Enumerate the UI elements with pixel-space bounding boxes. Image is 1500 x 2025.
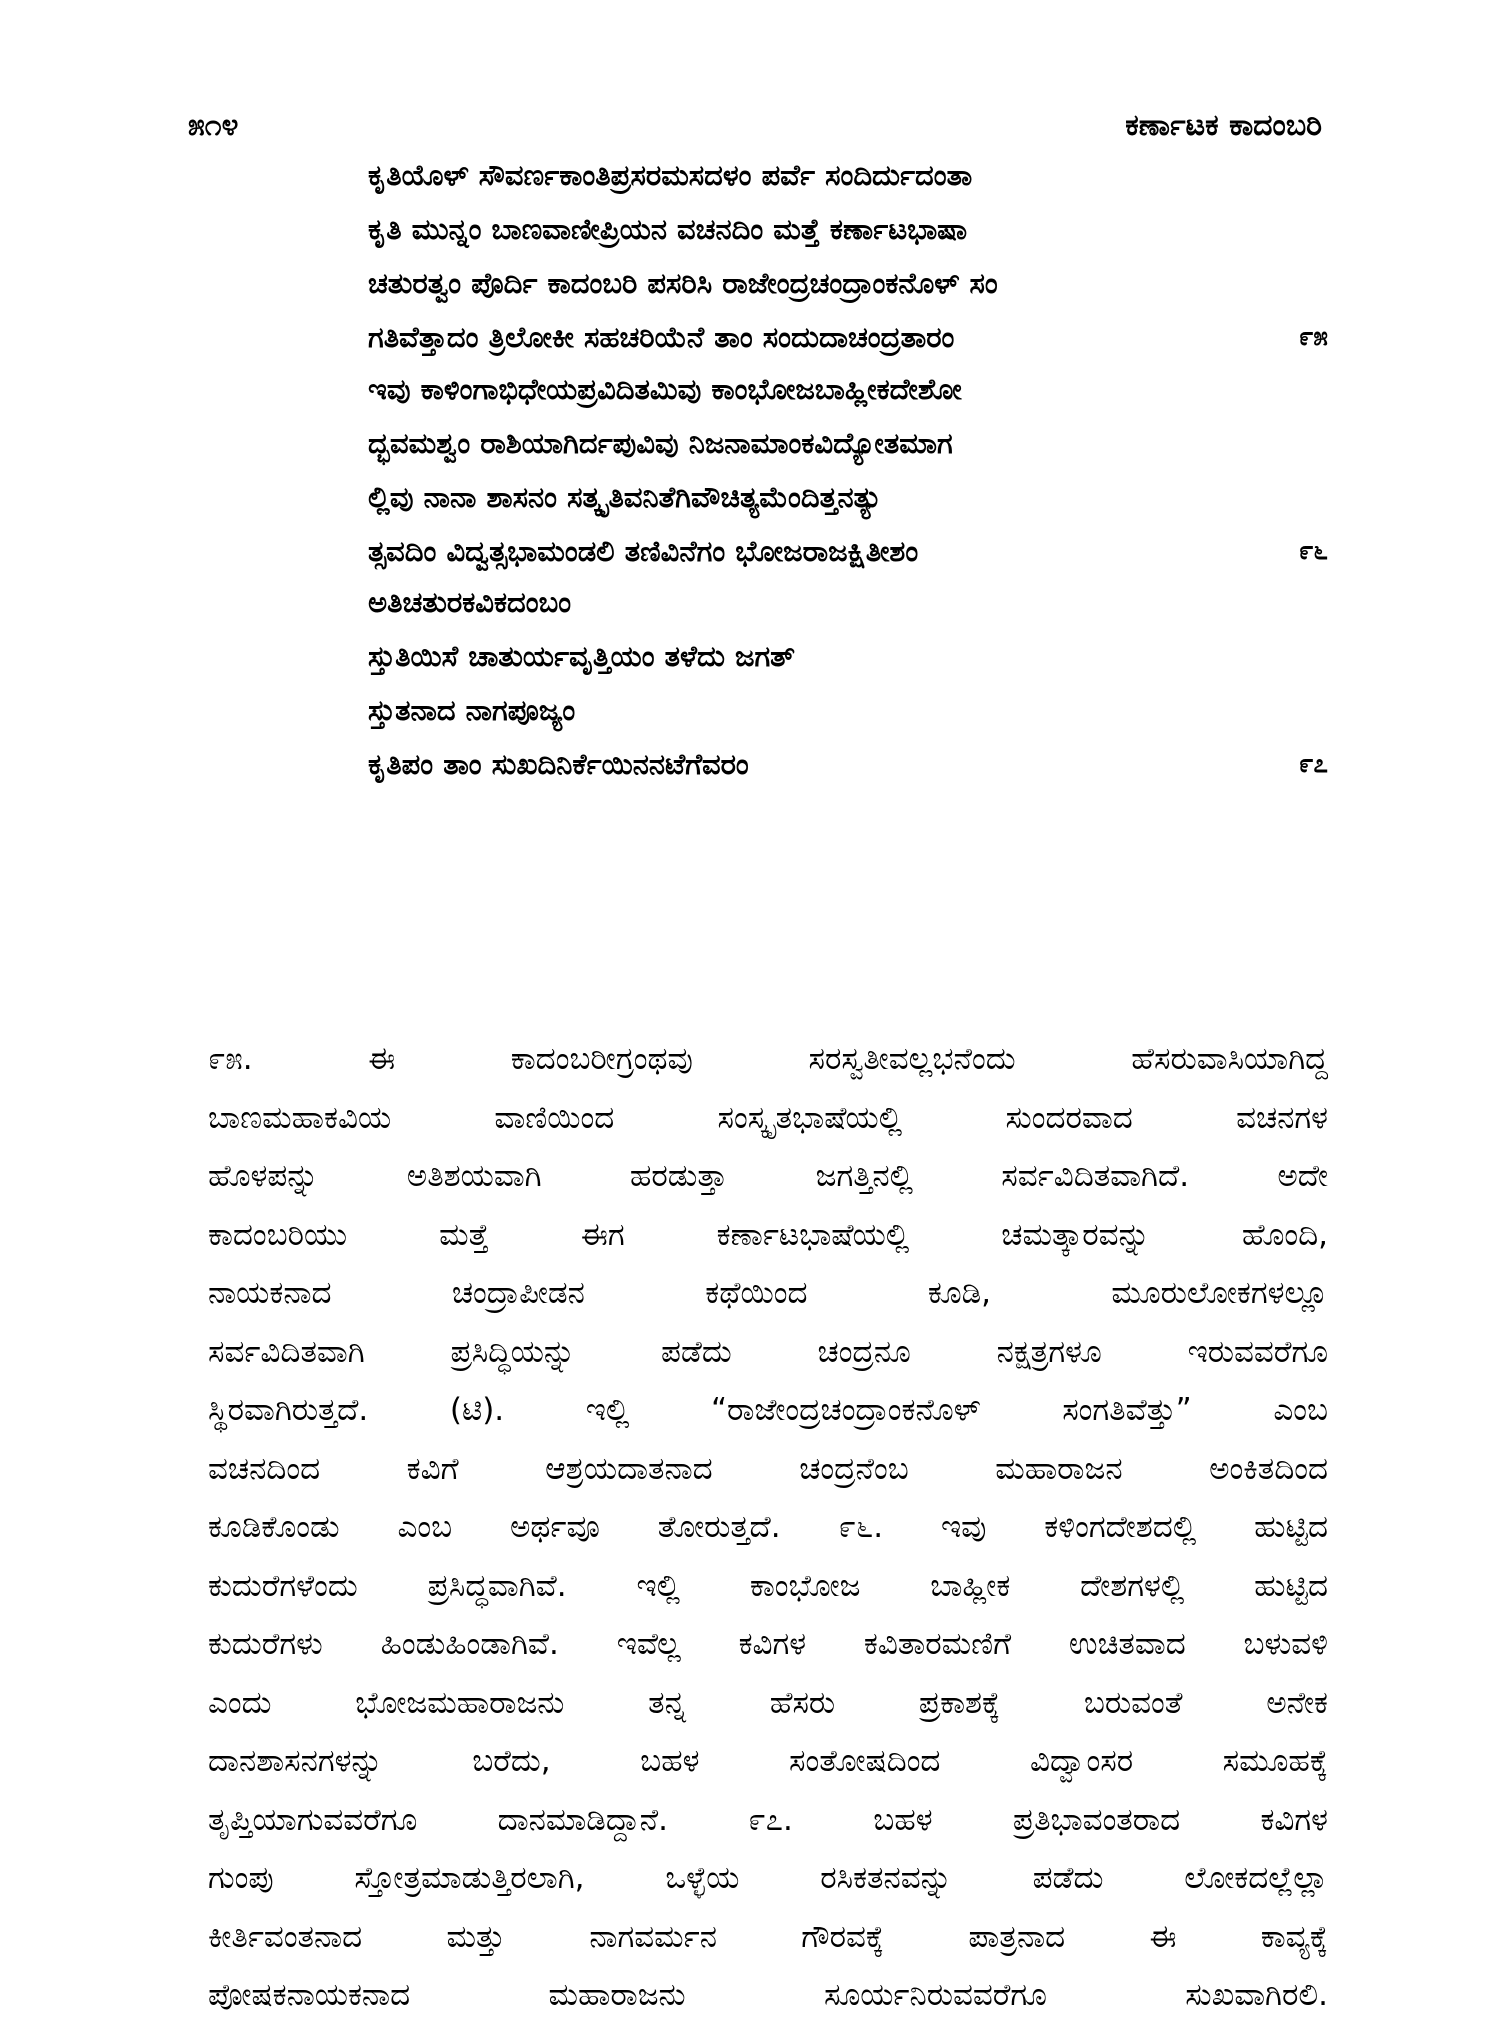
commentary-line: ದಾನಶಾಸನಗಳನ್ನು ಬರೆದು, ಬಹಳ ಸಂತೋಷದಿಂದ ವಿದ್ವಾಂಸರ ಸಮೂಹಕ್ಕೆ xyxy=(208,1743,1328,1779)
commentary-line: ನಾಯಕನಾದ ಚಂದ್ರಾಪೀಡನ ಕಥೆಯಿಂದ ಕೂಡಿ, ಮೂರುಲೋಕಗಳಲ್ಲೂ xyxy=(208,1275,1328,1311)
verse-line: ಇವು ಕಾಳಿಂಗಾಭಿಧೇಯಪ್ರವಿದಿತಮಿವು ಕಾಂಭೋಜಬಾಹ್ಲೀಕದೇಶೋ xyxy=(368,372,962,406)
commentary-line: ಸ್ಥಿರವಾಗಿರುತ್ತದೆ. (ಟಿ). ಇಲ್ಲಿ “ರಾಜೇಂದ್ರಚಂದ್ರಾಂಕನೊಳ್ ಸಂಗತಿವೆತ್ತು” ಎಂಬ xyxy=(208,1392,1328,1428)
verse-line xyxy=(368,310,1328,364)
verse-line: ಲ್ಲಿವು ನಾನಾ ಶಾಸನಂ ಸತ್ಕೃತಿವನಿತೆಗಿವೌಚಿತ್ಯಮೆಂದಿತ್ತನತ್ಯು xyxy=(368,480,883,514)
commentary-line: ಕಾದಂಬರಿಯು ಮತ್ತೆ ಈಗ ಕರ್ಣಾಟಭಾಷೆಯಲ್ಲಿ ಚಮತ್ಕಾರವನ್ನು ಹೊಂದಿ, xyxy=(208,1216,1328,1253)
verse-line-text: ಕೃತಿಪಂ ತಾಂ ಸುಖದಿನಿರ್ಕೆಯಿನನಟೆಗೆವರಂ xyxy=(368,747,749,781)
verse-line-text: ಗತಿವೆತ್ತಾದಂ ತ್ರಿಲೋಕೀ ಸಹಚರಿಯೆನೆ ತಾಂ ಸಂದುದಾಚಂದ್ರತಾರಂ xyxy=(368,320,955,354)
commentary-line: ವಚನದಿಂದ ಕವಿಗೆ ಆಶ್ರಯದಾತನಾದ ಚಂದ್ರನೆಂಬ ಮಹಾರಾಜನ ಅಂಕಿತದಿಂದ xyxy=(208,1450,1328,1487)
verse-number: ೯೬ xyxy=(1298,536,1328,566)
verse-97 xyxy=(368,575,1328,791)
commentary-line: ಕುದುರೆಗಳೆಂದು ಪ್ರಸಿದ್ಧವಾಗಿವೆ. ಇಲ್ಲಿ ಕಾಂಭೋಜ ಬಾಹ್ಲೀಕ ದೇಶಗಳಲ್ಲಿ ಹುಟ್ಟಿದ xyxy=(208,1567,1328,1604)
commentary-line: ಕುದುರೆಗಳು ಹಿಂಡುಹಿಂಡಾಗಿವೆ. ಇವೆಲ್ಲ ಕವಿಗಳ ಕವಿತಾರಮಣಿಗೆ ಉಚಿತವಾದ ಬಳುವಳಿ xyxy=(208,1626,1328,1662)
verse-line: ಕೃತಿ ಮುನ್ನಂ ಬಾಣವಾಣೀಪ್ರಿಯನ ವಚನದಿಂ ಮತ್ತೆ ಕರ್ಣಾಟಭಾಷಾ xyxy=(368,212,968,246)
commentary-line: ಕೀರ್ತಿವಂತನಾದ ಮತ್ತು ನಾಗವರ್ಮನ ಗೌರವಕ್ಕೆ ಪಾತ್ರನಾದ ಈ ಕಾವ್ಯಕ್ಕೆ xyxy=(208,1918,1328,1955)
verse-line: ಕೃತಿಯೊಳ್ ಸೌವರ್ಣಕಾಂತಿಪ್ರಸರಮಸದಳಂ ಪರ್ವೆ ಸಂದಿರ್ದುದಂತಾ xyxy=(368,158,973,192)
verse-95 xyxy=(368,148,1328,364)
commentary-line: ೯೫. ಈ ಕಾದಂಬರೀಗ್ರಂಥವು ಸರಸ್ವತೀವಲ್ಲಭನೆಂದು ಹೆಸರುವಾಸಿಯಾಗಿದ್ದ xyxy=(208,1041,1328,1077)
verse-96 xyxy=(368,362,1328,578)
verse-number: ೯೭ xyxy=(1298,749,1328,779)
running-title: ಕರ್ಣಾಟಕ ಕಾದಂಬರಿ xyxy=(1125,108,1322,143)
commentary-line: ಕೂಡಿಕೊಂಡು ಎಂಬ ಅರ್ಥವೂ ತೋರುತ್ತದೆ. ೯೬. ಇವು ಕಳಿಂಗದೇಶದಲ್ಲಿ ಹುಟ್ಟಿದ xyxy=(208,1509,1328,1545)
commentary-line: ಸರ್ವವಿದಿತವಾಗಿ ಪ್ರಸಿದ್ಧಿಯನ್ನು ಪಡೆದು ಚಂದ್ರನೂ ನಕ್ಷತ್ರಗಳೂ ಇರುವವರೆಗೂ xyxy=(208,1333,1328,1370)
verse-line xyxy=(368,524,1328,578)
commentary-line: ಬಾಣಮಹಾಕವಿಯ ವಾಣಿಯಿಂದ ಸಂಸ್ಕೃತಭಾಷೆಯಲ್ಲಿ ಸುಂದರವಾದ ವಚನಗಳ xyxy=(208,1099,1328,1136)
verse-line: ಸ್ತುತನಾದ ನಾಗಪೂಜ್ಯಂ xyxy=(368,693,576,727)
verse-line: ದ್ಭವಮಶ್ವಂ ರಾಶಿಯಾಗಿರ್ದಪುವಿವು ನಿಜನಾಮಾಂಕವಿದ್ಯೋತಮಾಗ xyxy=(368,426,953,460)
commentary-line: ಗುಂಪು ಸ್ತೋತ್ರಮಾಡುತ್ತಿರಲಾಗಿ, ಒಳ್ಳೆಯ ರಸಿಕತನವನ್ನು ಪಡೆದು ಲೋಕದಲ್ಲೆಲ್ಲಾ xyxy=(208,1860,1328,1896)
verse-line-text: ತ್ಸವದಿಂ ವಿದ್ವತ್ಸಭಾಮಂಡಲಿ ತಣಿವಿನೆಗಂ ಭೋಜರಾಜಕ್ಷಿತೀಶಂ xyxy=(368,534,919,568)
commentary-line: ಹೊಳಪನ್ನು ಅತಿಶಯವಾಗಿ ಹರಡುತ್ತಾ ಜಗತ್ತಿನಲ್ಲಿ ಸರ್ವವಿದಿತವಾಗಿದೆ. ಅದೇ xyxy=(208,1158,1328,1194)
verse-line: ಸ್ತುತಿಯಿಸೆ ಚಾತುರ್ಯವೃತ್ತಿಯಂ ತಳೆದು ಜಗತ್ xyxy=(368,639,795,673)
verse-line: ಅತಿಚತುರಕವಿಕದಂಬಂ xyxy=(368,585,572,619)
verse-number: ೯೫ xyxy=(1298,322,1328,352)
commentary-line: ತೃಪ್ತಿಯಾಗುವವರೆಗೂ ದಾನಮಾಡಿದ್ದಾನೆ. ೯೭. ಬಹಳ ಪ್ರತಿಭಾವಂತರಾದ ಕವಿಗಳ xyxy=(208,1801,1328,1838)
commentary xyxy=(208,1030,1328,2025)
verse-line xyxy=(368,737,1328,791)
commentary-line: ಪೋಷಕನಾಯಕನಾದ ಮಹಾರಾಜನು ಸೂರ್ಯನಿರುವವರೆಗೂ ಸುಖವಾಗಿರಲಿ. xyxy=(208,1977,1328,2013)
commentary-line: ಎಂದು ಭೋಜಮಹಾರಾಜನು ತನ್ನ ಹೆಸರು ಪ್ರಕಾಶಕ್ಕೆ ಬರುವಂತೆ ಅನೇಕ xyxy=(208,1684,1328,1721)
verse-line: ಚತುರತ್ವಂ ಪೊರ್ದಿ ಕಾದಂಬರಿ ಪಸರಿಸಿ ರಾಜೇಂದ್ರಚಂದ್ರಾಂಕನೊಳ್ ಸಂ xyxy=(368,266,998,300)
page-number: ೫೧೪ xyxy=(188,108,239,143)
